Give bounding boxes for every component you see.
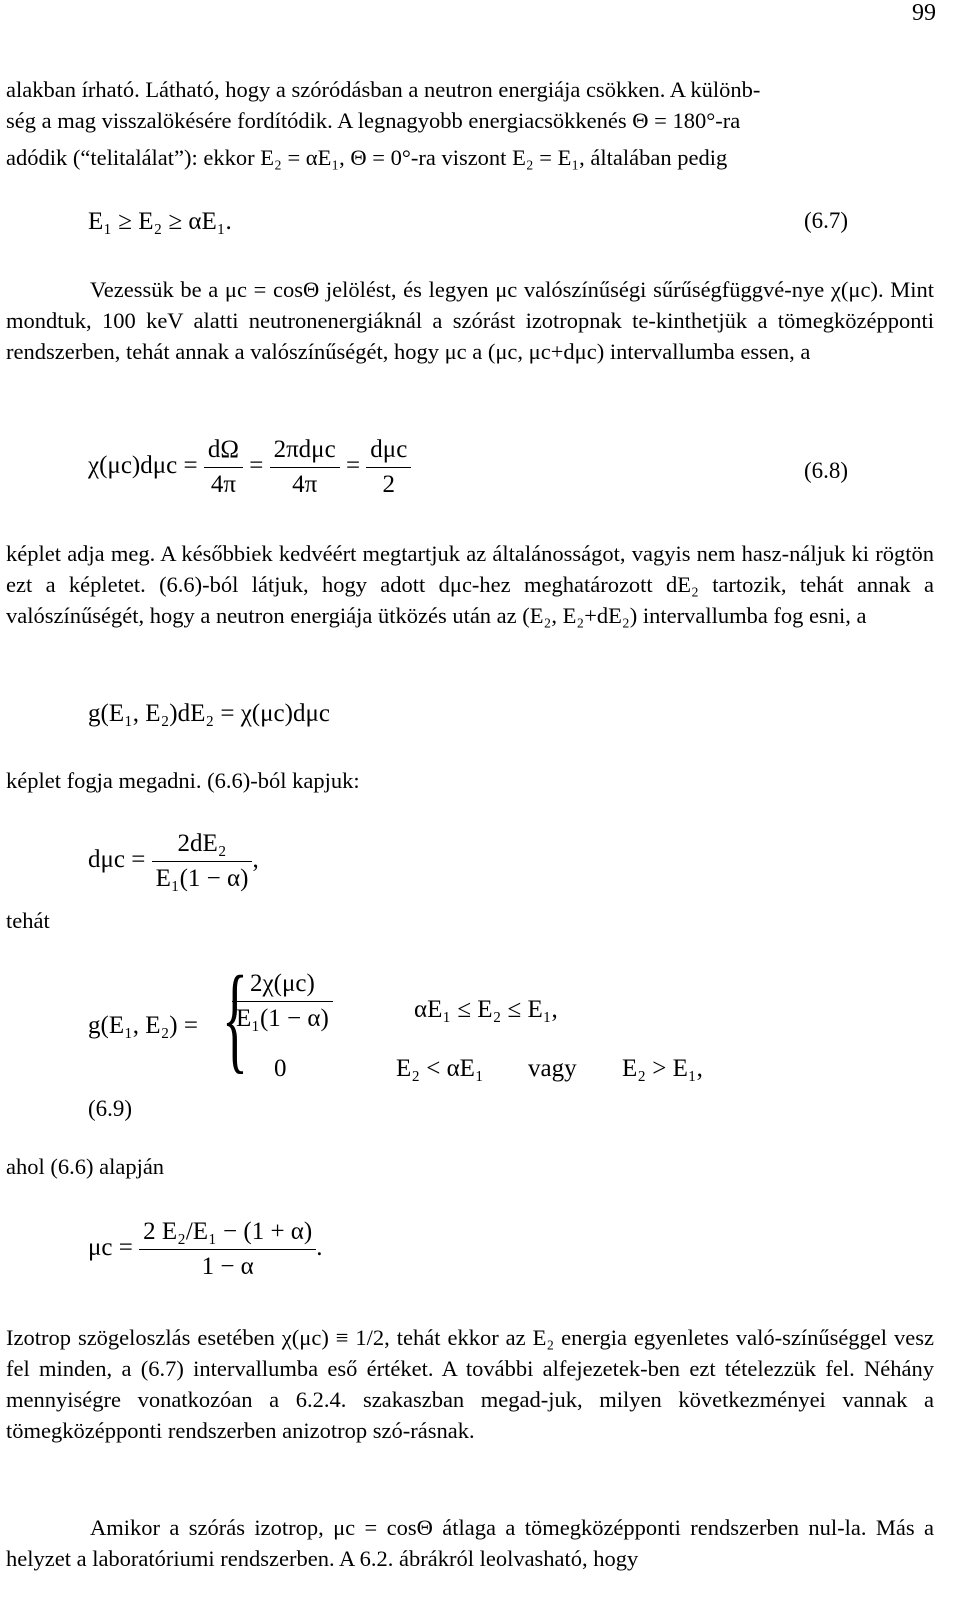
eq68-fraction-2: $\frac{\text{2πdμc}}{4\pi}$ bbox=[270, 436, 340, 499]
equation-g: g(E₁, E₂)dE₂ = χ(μc)dμc bbox=[88, 700, 330, 727]
equation-6-9-lhs: g(E₁, E₂) = bbox=[88, 1012, 198, 1039]
eq-mu-lhs: μc = bbox=[88, 1234, 133, 1262]
equation-6-9-case2-condition-a: E₂ < αE₁ bbox=[396, 1055, 484, 1082]
equation-6-9-case1 bbox=[232, 970, 333, 1033]
eq68-fraction-1: $\frac{d\Omega}{4\pi}$ bbox=[204, 436, 243, 499]
eq68-lhs: χ(μc)dμc = bbox=[88, 452, 198, 480]
para1-line2: ség a mag visszalökésére fordítódik. A legnagyobb energiacsökkenés Θ = 180°-ra bbox=[6, 108, 741, 133]
equation-mu: μc = $\frac{\text{2 E₂/E₁ − (1 + α)}}{1 - \alpha}$ . bbox=[88, 1218, 323, 1280]
label-ahol: ahol (6.6) alapján bbox=[6, 1154, 165, 1179]
para1-line1: alakban írható. Látható, hogy a szóródásban a neutron energiája csökken. A különb- bbox=[6, 77, 761, 102]
page-number: 99 bbox=[912, 0, 936, 26]
piecewise-brace: { bbox=[222, 951, 248, 1084]
para1-line3: adódik (“telitalálat”): ekkor E₂ = αE₁, Θ = 0°-ra viszont E₂ = E₁, általában pedig bbox=[6, 145, 728, 170]
paragraph-2: Vezessük be a μc = cosΘ jelölést, és legyen μc valószínűségi sűrűségfüggvé-nye χ(μc). Mint mondtuk, 100 keV alatti neutronenergiáknál a szórást izotropnak te-kinthetjük a tömegközépponti rendszerben, tehát annak a valószínűségét, hogy μc a (μc, μc+dμc) intervallumba essen, a bbox=[6, 277, 934, 364]
equation-6-9-case1-condition: αE₁ ≤ E₂ ≤ E₁, bbox=[414, 996, 558, 1023]
equation-6-7-number: (6.7) bbox=[804, 208, 849, 233]
paragraph-6: Amikor a szórás izotrop, μc = cosΘ átlaga a tömegközépponti rendszerben nul-la. Más a helyzet a laboratóriumi rendszerben. A 6.2. ábrákról leolvasható, hogy bbox=[6, 1515, 934, 1571]
equation-6-9-case2-vagy: vagy bbox=[528, 1055, 577, 1082]
eq69-case1-fraction: $\frac{2\chi(\mu c)}{\text{E₁(1 − α)}}$ bbox=[232, 970, 333, 1033]
eq-dmu-lhs: dμc = bbox=[88, 846, 146, 874]
equation-6-9-case2-condition-b: E₂ > E₁, bbox=[622, 1055, 703, 1082]
equation-6-8: χ(μc)dμc = $\frac{d\Omega}{4\pi}$ = $\frac{\text{2πdμc}}{4\pi}$ = $\frac{\text{dμc}}{2}$ bbox=[88, 436, 411, 499]
equation-dmu: dμc = $\frac{\text{2dE₂}}{\text{E₁(1 − α)}}$ , bbox=[88, 830, 259, 892]
equation-6-9-number: (6.9) bbox=[88, 1096, 133, 1121]
eq-dmu-fraction: $\frac{\text{2dE₂}}{\text{E₁(1 − α)}}$ bbox=[152, 830, 253, 893]
label-tehat: tehát bbox=[6, 908, 50, 933]
paragraph-4: képlet fogja megadni. (6.6)-ból kapjuk: bbox=[6, 768, 360, 793]
eq-mu-fraction: $\frac{\text{2 E₂/E₁ − (1 + α)}}{1 - \alpha}$ bbox=[139, 1218, 316, 1281]
equation-6-9-case2-value: 0 bbox=[274, 1055, 287, 1082]
eq68-fraction-3: $\frac{\text{dμc}}{2}$ bbox=[366, 436, 411, 499]
equation-6-7: E₁ ≥ E₂ ≥ αE₁. bbox=[88, 208, 232, 235]
paragraph-3: képlet adja meg. A későbbiek kedvéért megtartjuk az általánosságot, vagyis nem hasz-náljuk ki rögtön ezt a képletet. (6.6)-ból látjuk, hogy adott dμc-hez meghatározott dE₂ tartozik, tehát annak a valószínűségét, hogy a neutron energiája ütközés után az (E₂, E₂+dE₂) intervallumba fog esni, a bbox=[6, 541, 934, 628]
paragraph-5: Izotrop szögeloszlás esetében χ(μc) ≡ 1/2, tehát ekkor az E₂ energia egyenletes való-színűséggel vesz fel minden, a (6.7) intervallumba eső értéket. A további alfejezetek-ben ezt tételezzük fel. Néhány mennyiségre vonatkozóan a 6.2.4. szakaszban megad-juk, milyen következményei vannak a tömegközépponti rendszerben anizotrop szó-rásnak. bbox=[6, 1325, 934, 1443]
equation-6-8-number: (6.8) bbox=[804, 458, 849, 483]
